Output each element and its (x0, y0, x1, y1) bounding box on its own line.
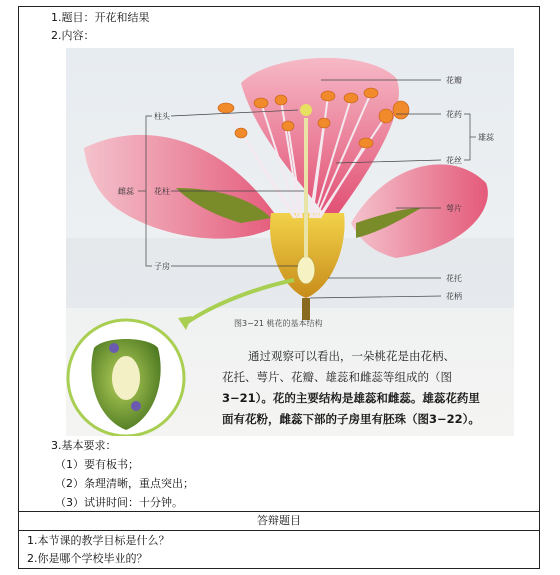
style-shape (304, 118, 308, 258)
content-label: 2.内容： (51, 29, 95, 42)
label-pedicel: 花柄 (446, 292, 462, 301)
label-petal: 花瓣 (446, 76, 462, 85)
requirement-item: （3）试讲时间：十分钟。 (55, 496, 183, 509)
label-stamen: 雄蕊 (478, 133, 494, 142)
label-filament: 花丝 (446, 156, 462, 165)
pollen-dot (109, 343, 119, 353)
paragraph-line: 通过观察可以看出，一朵桃花是由花柄、 (248, 349, 455, 363)
pollen-dot (131, 401, 141, 411)
label-ovary: 子房 (154, 262, 170, 271)
requirements-label: 3.基本要求： (51, 439, 117, 452)
qa-header: 答辩题目 (257, 514, 301, 527)
question-item: 1.本节课的教学目标是什么？ (27, 534, 170, 547)
requirement-item: （2）条理清晰，重点突出； (55, 477, 194, 490)
paragraph-line: 3−21）。花的主要结构是雄蕊和雌蕊。雄蕊花药里 (222, 391, 480, 405)
label-anther: 花药 (446, 110, 462, 119)
requirement-item: （1）要有板书； (55, 458, 139, 471)
ovary-shape (297, 256, 315, 284)
pedicel-shape (302, 298, 310, 320)
label-style: 花柱 (154, 187, 170, 196)
paragraph-line: 面有花粉，雌蕊下部的子房里有胚珠（图3−22）。 (222, 412, 480, 426)
table-divider (19, 511, 539, 512)
label-pistil: 雌蕊 (118, 187, 134, 196)
table-divider (19, 530, 539, 531)
figure-caption: 图3−21 桃花的基本结构 (234, 319, 323, 328)
ovule-shape (112, 356, 140, 400)
stigma-shape (300, 104, 312, 116)
label-stigma: 柱头 (154, 112, 170, 121)
label-sepal: 萼片 (446, 204, 462, 213)
label-receptacle: 花托 (446, 274, 462, 283)
peach-flower-figure (66, 48, 514, 436)
topic-title: 1.题目：开花和结果 (51, 11, 150, 24)
question-item: 2.你是哪个学校毕业的？ (27, 552, 148, 565)
flower-diagram (66, 48, 514, 436)
paragraph-line: 花托、萼片、花瓣、雄蕊和雌蕊等组成的（图 (222, 370, 452, 384)
